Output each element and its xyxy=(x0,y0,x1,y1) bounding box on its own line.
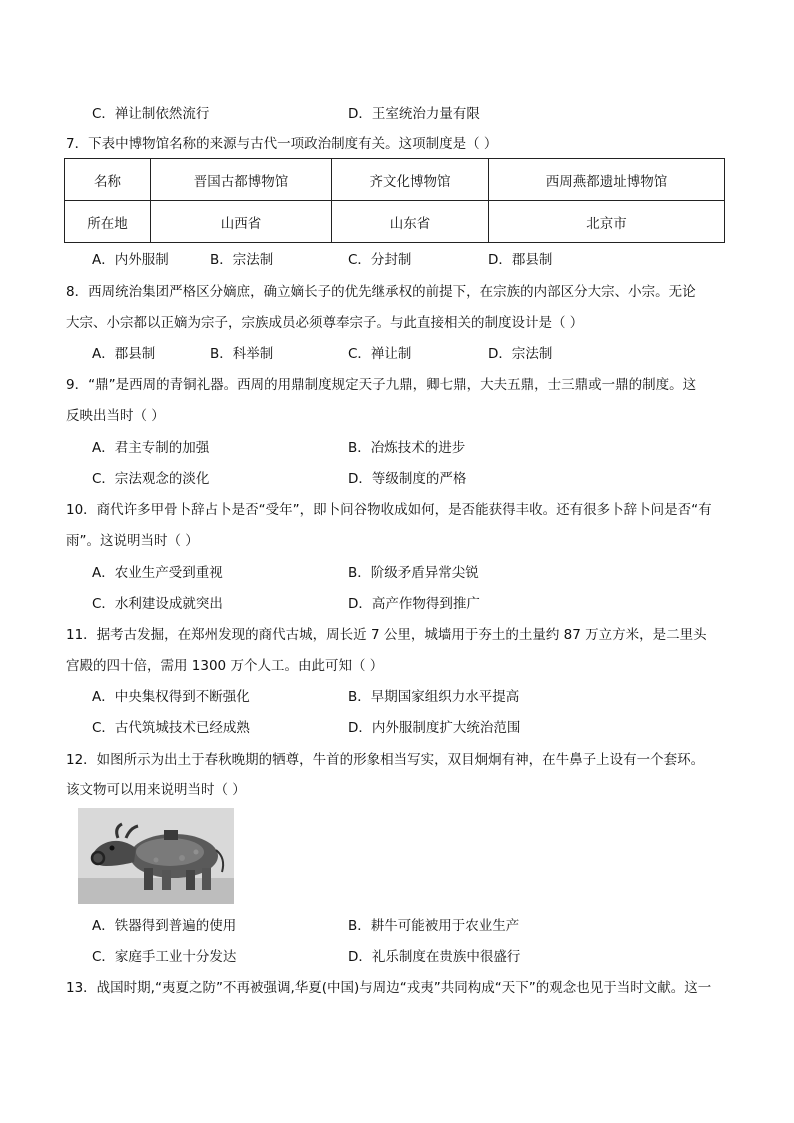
q7-option-c: C．分封制 xyxy=(348,252,412,268)
table-cell: 齐文化博物馆 xyxy=(332,159,489,201)
table-cell: 名称 xyxy=(65,159,151,201)
q10-stem-line1: 10．商代许多甲骨卜辞占卜是否“受年”，即卜问谷物收成如何，是否能获得丰收。还有很多卜辞卜问是否“有 xyxy=(66,502,712,518)
museum-table xyxy=(64,158,725,243)
table-row xyxy=(65,201,725,243)
q9-option-c: C．宗法观念的淡化 xyxy=(92,471,210,487)
q7-option-b: B．宗法制 xyxy=(210,252,274,268)
q12-option-d: D．礼乐制度在贵族中很盛行 xyxy=(348,949,521,965)
q6-option-c: C．禅让制依然流行 xyxy=(92,106,210,122)
q7-option-a: A．内外服制 xyxy=(92,252,169,268)
table-cell: 西周燕都遗址博物馆 xyxy=(489,159,725,201)
q10-stem-line2: 雨”。这说明当时（ ） xyxy=(66,533,199,549)
q11-option-d: D．内外服制度扩大统治范围 xyxy=(348,720,521,736)
q11-option-a: A．中央集权得到不断强化 xyxy=(92,689,250,705)
q9-stem-line2: 反映出当时（ ） xyxy=(66,408,165,424)
q9-option-d: D．等级制度的严格 xyxy=(348,471,467,487)
q10-option-a: A．农业生产受到重视 xyxy=(92,565,223,581)
q8-option-a: A．郡县制 xyxy=(92,346,156,362)
table-cell: 山东省 xyxy=(332,201,489,243)
q6-option-d: D．王室统治力量有限 xyxy=(348,106,480,122)
q9-stem-line1: 9．“鼎”是西周的青铜礼器。西周的用鼎制度规定天子九鼎，卿七鼎，大夫五鼎，士三鼎或一鼎的制度。这 xyxy=(66,377,697,393)
q11-stem-line1: 11．据考古发掘，在郑州发现的商代古城，周长近 7 公里，城墙用于夯土的土量约 87 万立方米，是二里头 xyxy=(66,627,707,643)
q8-option-b: B．科举制 xyxy=(210,346,274,362)
q9-option-a: A．君主专制的加强 xyxy=(92,440,210,456)
q11-stem-line2: 宫殿的四十倍，需用 1300 万个人工。由此可知（ ） xyxy=(66,658,384,674)
q8-option-d: D．宗法制 xyxy=(488,346,553,362)
q10-option-d: D．高产作物得到推广 xyxy=(348,596,480,612)
q8-option-c: C．禅让制 xyxy=(348,346,412,362)
table-cell: 晋国古都博物馆 xyxy=(151,159,332,201)
q11-option-c: C．古代筑城技术已经成熟 xyxy=(92,720,250,736)
q10-option-c: C．水利建设成就突出 xyxy=(92,596,223,612)
q7-option-d: D．郡县制 xyxy=(488,252,553,268)
ox-vessel-illustration xyxy=(78,808,234,904)
q12-stem-line2: 该文物可以用来说明当时（ ） xyxy=(66,782,246,798)
q12-option-b: B．耕牛可能被用于农业生产 xyxy=(348,918,520,934)
q9-option-b: B．冶炼技术的进步 xyxy=(348,440,466,456)
q12-option-a: A．铁器得到普遍的使用 xyxy=(92,918,237,934)
q10-option-b: B．阶级矛盾异常尖锐 xyxy=(348,565,479,581)
bronze-ox-zun-image xyxy=(78,808,234,904)
q12-option-c: C．家庭手工业十分发达 xyxy=(92,949,237,965)
q11-option-b: B．早期国家组织力水平提高 xyxy=(348,689,520,705)
table-cell: 北京市 xyxy=(489,201,725,243)
table-row xyxy=(65,159,725,201)
table-cell: 所在地 xyxy=(65,201,151,243)
q8-stem-line1: 8．西周统治集团严格区分嫡庶，确立嫡长子的优先继承权的前提下，在宗族的内部区分大宗、小宗。无论 xyxy=(66,284,696,300)
q7-stem: 7．下表中博物馆名称的来源与古代一项政治制度有关。这项制度是（ ） xyxy=(66,136,498,152)
q13-stem-line1: 13．战国时期,“夷夏之防”不再被强调,华夏(中国)与周边“戎夷”共同构成“天下”的观念也见于当时文献。这一 xyxy=(66,980,712,996)
table-cell: 山西省 xyxy=(151,201,332,243)
q8-stem-line2: 大宗、小宗都以正嫡为宗子，宗族成员必须尊奉宗子。与此直接相关的制度设计是（ ） xyxy=(66,315,584,331)
q12-stem-line1: 12．如图所示为出土于春秋晚期的牺尊，牛首的形象相当写实，双目炯炯有神，在牛鼻子上设有一个套环。 xyxy=(66,752,705,768)
